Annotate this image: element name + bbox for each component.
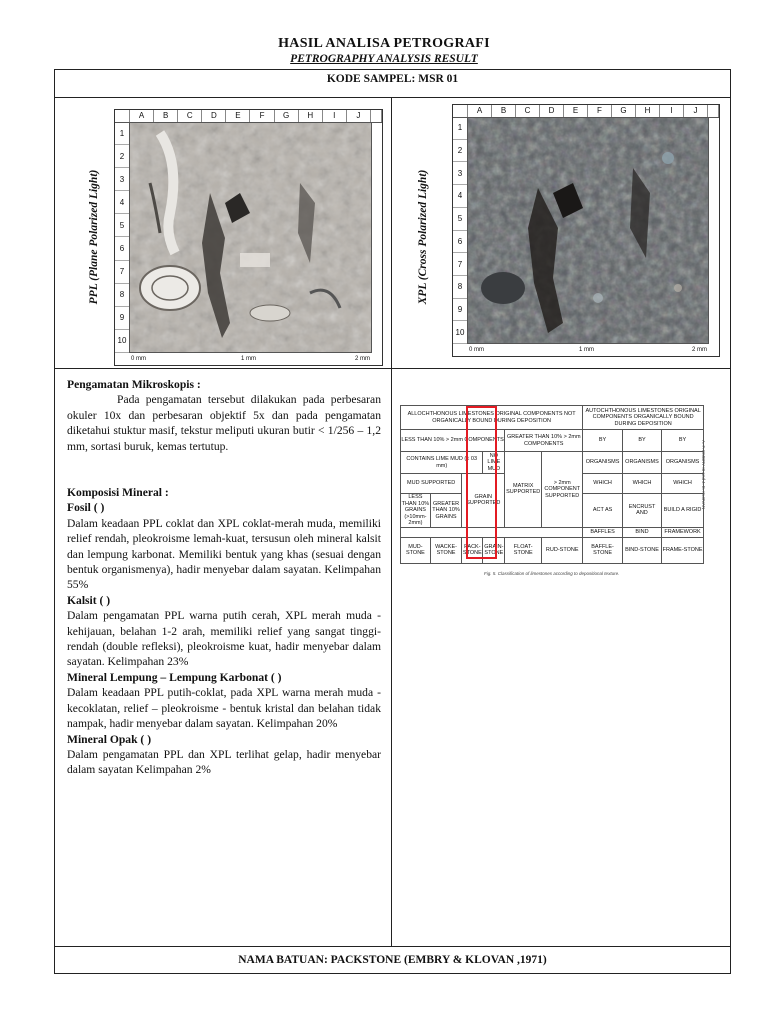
greater-than-cell: GREATER THAN 10% > 2mm COMPONENTS xyxy=(505,430,583,452)
classification-diagram: ALLOCHTHONOUS LIMESTONES ORIGINAL COMPONENTS NOT ORGANICALLY BOUND DURING DEPOSITION AUTOCHTHONOUS LIMESTONES ORIGINAL COMPONENTS ORGANICALLY BOUND DURING DEPOSITION LESS THAN 10% > 2mm COMPONENTS GREATER THAN 10% > 2mm COMPONENTS BY BY BY CONTAINS LIME MUD (< 03 mm) NO LIME MUD MATRIX SUPPORTED > 2mm COMPONENT SUPPORTED ORGANISMS ORGANISMS ORGANISMS MUD SUPPORTED GRAIN SUPPORTED WHICH WHICH WHICH LESS THAN 10% GRAINS (>10mm-2mm) GREATER THAN 10% GRAINS ACT AS ENCRUST AND BUILD A RIGID BAFFLES BIND FRAMEWORK MUD-STONE WACKE-STONE PACK-STONE GRAIN-STONE FLOAT-STONE RUD-STONE BAFFLE-STONE BIND-STONE FRAME-STONE xyxy=(400,405,720,579)
source-note: A. F. EMBRY III and J. E. KLOVAN xyxy=(701,440,706,510)
rock-name-result: NAMA BATUAN: PACKSTONE (EMBRY & KLOVAN ,1971) xyxy=(238,954,547,966)
page-title: HASIL ANALISA PETROGRAFI xyxy=(278,36,490,51)
less-than-cell: LESS THAN 10% > 2mm COMPONENTS xyxy=(401,430,505,452)
rock-name: FRAME-STONE xyxy=(662,537,704,563)
rock-name: WACKE-STONE xyxy=(430,537,461,563)
mineral-description: Dalam keadaan PPL coklat dan XPL coklat-merah muda, memiliki relief rendah, pleokroisme lemah-kuat, tersusun oleh mineral kalsit dan lempung karbonat. Memiliki bentuk yang khas (sesuai dengan bentuk organismenya), hadir menyebar dalam sayatan. Kelimpahan 55% xyxy=(67,516,381,592)
composition-heading: Komposisi Mineral : xyxy=(67,486,169,499)
figure-caption: Fig. 5. Classification of limestones according to depositional texture. xyxy=(484,571,620,576)
mineral-name: Mineral Opak ( ) xyxy=(67,732,152,746)
mineral-description: Dalam pengamatan PPL dan XPL terlihat gelap, hadir menyebar dalam sayatan Kelimpahan 2% xyxy=(67,747,381,777)
no-mud-cell: NO LIME MUD xyxy=(483,452,505,474)
page-subtitle: PETROGRAPHY ANALYSIS RESULT xyxy=(290,53,478,65)
component-supported-cell: > 2mm COMPONENT SUPPORTED xyxy=(542,452,583,528)
grid-row-labels: 1 2 3 4 5 6 7 8 9 10 xyxy=(453,117,468,344)
contains-mud-cell: CONTAINS LIME MUD (< 03 mm) xyxy=(401,452,483,474)
mineral-name: Kalsit ( ) xyxy=(67,593,111,607)
observation-text: Pada pengamatan tersebut dilakukan pada perbesaran okuler 10x dan perbesaran objektif 5x dan pada pengamatan diketahui stuktur masif, tekstur meliputi ukuran butir < 1/256 – 1,2 mm, sortasi buruk, kemas tertutup. xyxy=(67,393,381,453)
ppl-label: PPL (Plane Polarized Light) xyxy=(88,169,100,305)
mud-supported-cell: MUD SUPPORTED xyxy=(401,474,462,494)
mineral-description: Dalam keadaan PPL putih-coklat, pada XPL warna merah muda - kecoklatan, relief – pleokroisme - bentuk kristal dan belahan tidak nampak, hadir menyebar dalam sayatan. Kelimpahan 20% xyxy=(67,686,381,731)
xpl-micrograph xyxy=(452,104,720,357)
composition-section xyxy=(67,485,381,778)
grain-supported-cell: GRAIN SUPPORTED xyxy=(462,474,505,528)
xpl-image xyxy=(468,118,708,343)
grid-column-labels: A B C D E F G H I J xyxy=(115,110,382,123)
grid-column-labels: A B C D E F G H I J xyxy=(453,105,719,118)
greater-grains-cell: GREATER THAN 10% GRAINS xyxy=(430,494,461,528)
matrix-supported-cell: MATRIX SUPPORTED xyxy=(505,452,542,528)
vertical-scale xyxy=(708,117,719,344)
xpl-label: XPL (Cross Polarized Light) xyxy=(417,169,429,305)
mineral-name: Fosil ( ) xyxy=(67,501,105,515)
rock-name: FLOAT-STONE xyxy=(505,537,542,563)
mineral-name: Mineral Lempung – Lempung Karbonat ( ) xyxy=(67,670,282,684)
grid-row-labels: 1 2 3 4 5 6 7 8 9 10 xyxy=(115,122,130,353)
rock-name: BIND-STONE xyxy=(622,537,661,563)
allochthonous-header: ALLOCHTHONOUS LIMESTONES ORIGINAL COMPONENTS NOT ORGANICALLY BOUND DURING DEPOSITION xyxy=(401,406,583,430)
less-grains-cell: LESS THAN 10% GRAINS (>10mm-2mm) xyxy=(401,494,430,526)
observation-section xyxy=(67,377,381,454)
divider xyxy=(54,946,731,947)
sample-code: KODE SAMPEL: MSR 01 xyxy=(326,73,459,85)
observation-heading: Pengamatan Mikroskopis : xyxy=(67,378,201,391)
rock-name: PACK-STONE xyxy=(462,537,483,563)
rock-name: GRAIN-STONE xyxy=(483,537,505,563)
rock-name: BAFFLE-STONE xyxy=(583,537,623,563)
rock-name: RUD-STONE xyxy=(542,537,583,563)
ppl-image xyxy=(130,123,371,352)
autochthonous-header: AUTOCHTHONOUS LIMESTONES ORIGINAL COMPONENTS ORGANICALLY BOUND DURING DEPOSITION xyxy=(583,406,704,430)
scale-bar: 0 mm 1 mm 2 mm xyxy=(467,343,709,356)
vertical-scale xyxy=(371,122,382,353)
ppl-micrograph xyxy=(114,109,383,366)
divider xyxy=(54,368,731,369)
rock-name: MUD-STONE xyxy=(401,537,431,563)
packstone-highlight xyxy=(466,406,497,559)
divider xyxy=(54,97,731,98)
scale-bar: 0 mm 1 mm 2 mm xyxy=(129,352,372,365)
mineral-description: Dalam pengamatan PPL warna putih cerah, XPL merah muda - kehijauan, belahan 1-2 arah, memiliki relief yang sangat tinggi-rendah (double refleksi), pleokroisme kuat, hadir menyebar dalam sayatan. Kelimpahan 23% xyxy=(67,609,381,669)
column-divider xyxy=(391,97,392,946)
